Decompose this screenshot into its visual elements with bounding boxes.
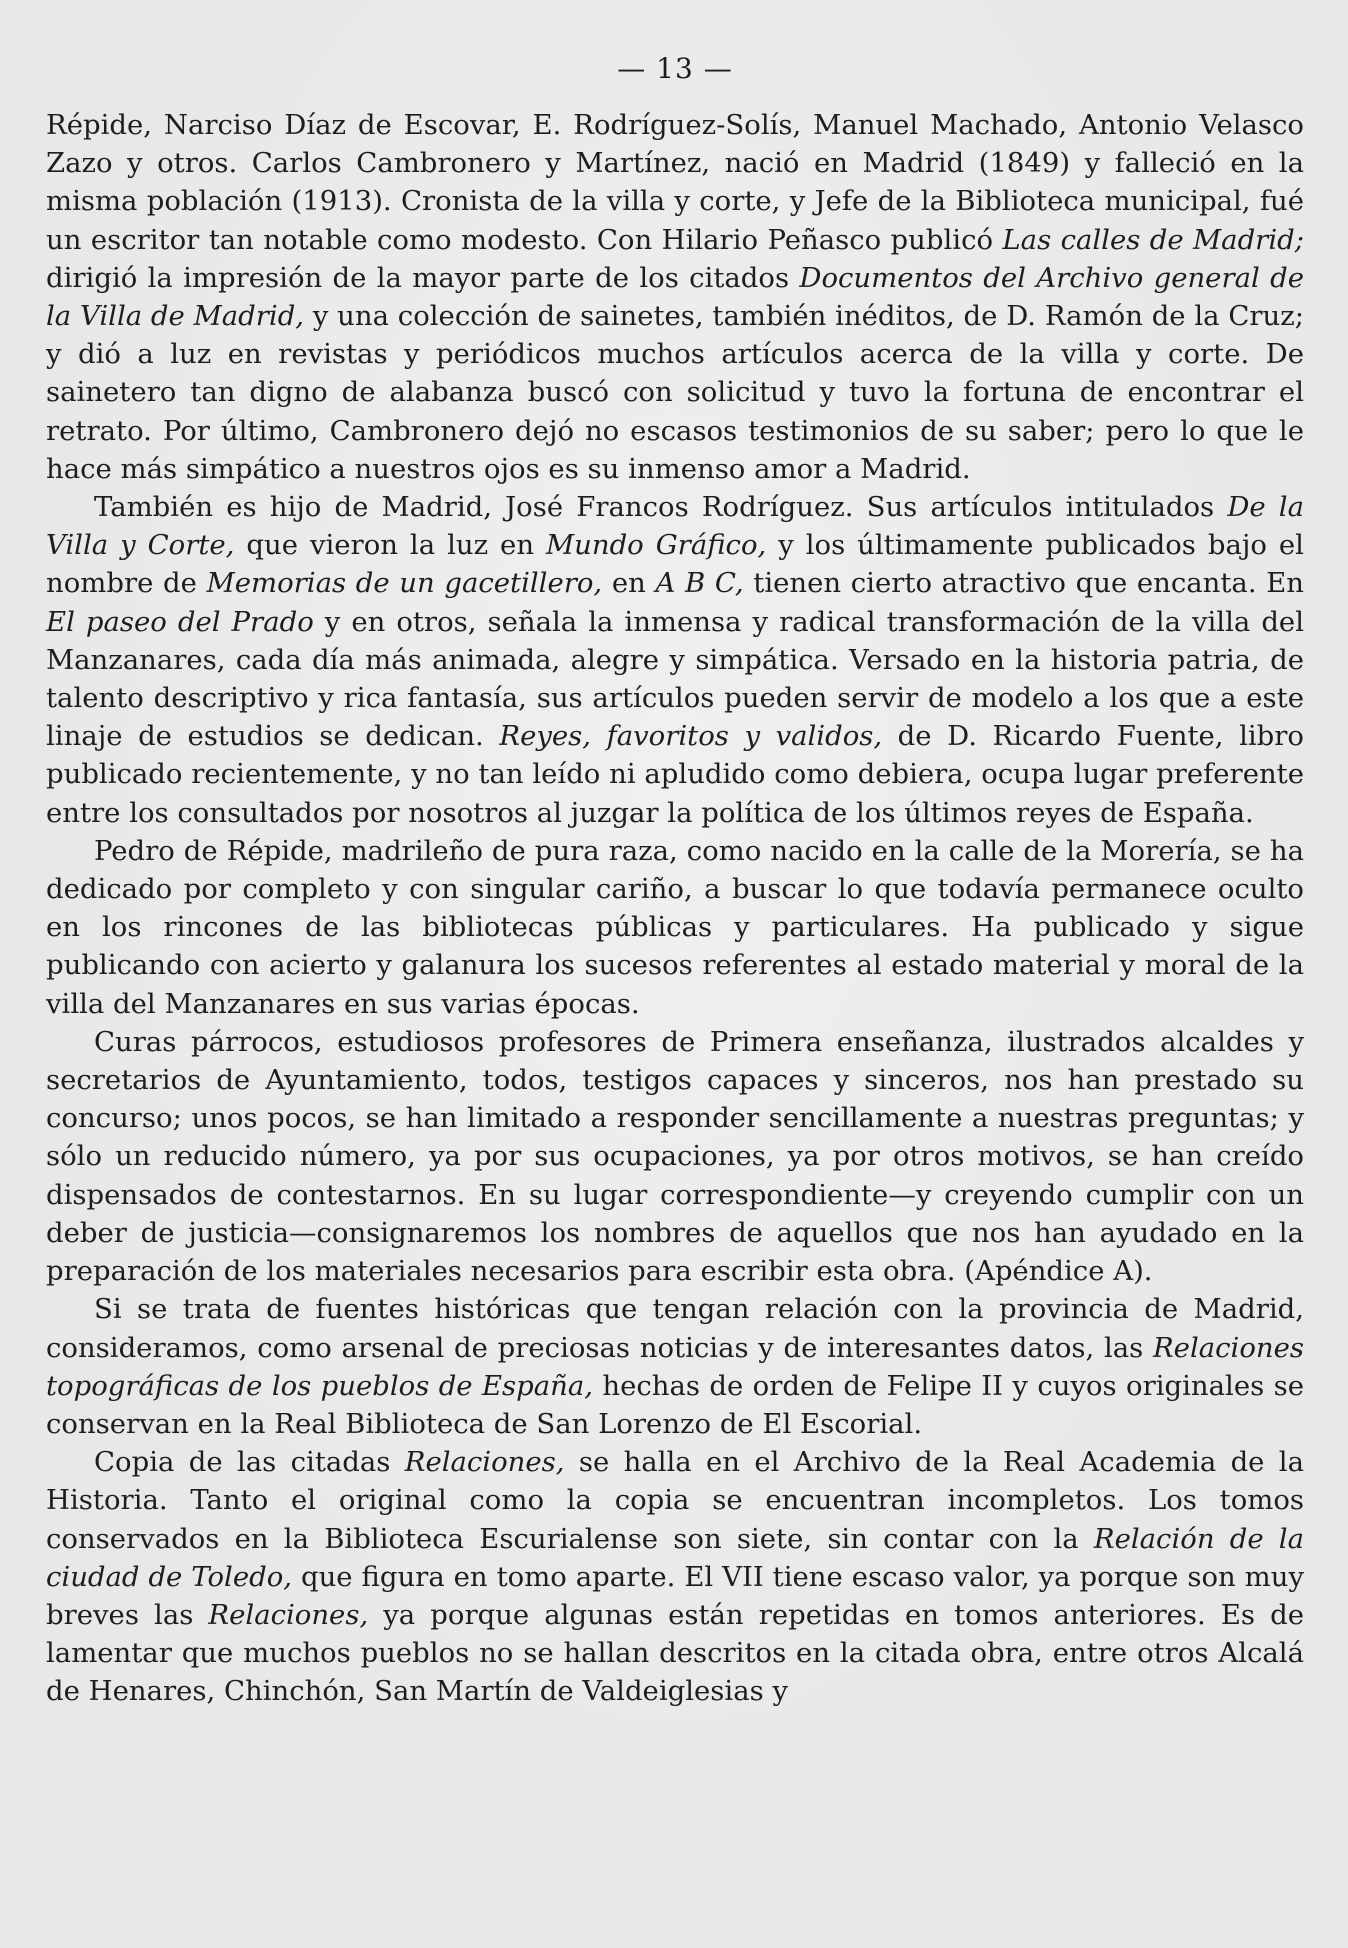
paragraph-2 <box>46 488 1304 832</box>
italic-title: De la Villa y Corte, <box>46 491 1304 562</box>
italic-title: Relaciones, <box>208 1598 369 1631</box>
text-run: tienen cierto atractivo que encanta. En <box>743 567 1305 600</box>
italic-title: A B C, <box>655 567 744 600</box>
italic-title: El paseo del Prado <box>46 605 314 638</box>
text-run: hechas de orden de Felipe II y cuyos originales se conservan en la Real Biblioteca de San Lorenzo de El Escorial. <box>46 1369 1304 1440</box>
paragraph-3 <box>46 832 1304 1023</box>
italic-title: Relaciones, <box>404 1446 565 1479</box>
text-run: de D. Ricardo Fuente, libro publicado recientemente, y no tan leído ni apludido como debiera, ocupa lugar preferente entre los consultados por nosotros al juzgar la política de los últimos reyes de España. <box>46 720 1304 829</box>
italic-title: Mundo Gráfico, <box>546 529 767 562</box>
text-run: y los últimamente publicados bajo el nombre de <box>46 529 1304 600</box>
text-run: Répide, Narciso Díaz de Escovar, E. Rodríguez-Solís, Manuel Machado, Antonio Velasco Zazo y otros. Carlos Cambronero y Martínez, nació en Madrid (1849) y falleció en la misma población (1913). Cronista de la villa y corte, y Jefe de la Biblioteca municipal, fué un escritor tan notable como modesto. Con Hilario Peñasco publicó <box>46 109 1304 256</box>
italic-title: Relaciones topográficas de los pueblos de España, <box>46 1331 1304 1402</box>
italic-title: Las calles de Madrid; <box>1002 223 1304 256</box>
italic-title: Memorias de un gacetillero, <box>206 567 603 600</box>
text-run: dirigió la impresión de la mayor parte de los citados <box>46 261 800 294</box>
paragraph-5 <box>46 1290 1304 1443</box>
text-run: Curas párrocos, estudiosos profesores de Primera enseñanza, ilustrados alcaldes y secretarios de Ayuntamiento, todos, testigos capaces y sinceros, nos han prestado su concurso; unos pocos, se han limitado a responder sencillamente a nuestras preguntas; y sólo un reducido número, ya por sus ocupaciones, ya por otros motivos, se han creído dispensados de contestarnos. En su lugar correspondiente—y creyendo cumplir con un deber de justicia—consignaremos los nombres de aquellos que nos han ayudado en la preparación de los materiales necesarios para escribir esta obra. (Apéndice A). <box>46 1025 1304 1288</box>
text-run: se halla en el Archivo de la Real Academia de la Historia. Tanto el original como la copia se encuentran incompletos. Los tomos conservados en la Biblioteca Escurialense son siete, sin contar con la <box>46 1446 1304 1555</box>
paragraph-1 <box>46 106 1304 488</box>
text-run: Copia de las citadas <box>94 1446 405 1479</box>
body-text <box>46 106 1304 1711</box>
text-run: que vieron la luz en <box>234 529 546 562</box>
text-run: que figura en tomo aparte. El VII tiene escaso valor, ya porque son muy breves las <box>46 1560 1304 1631</box>
text-run: en <box>602 567 656 600</box>
paragraph-4 <box>46 1023 1304 1290</box>
italic-title: Relación de la ciudad de Toledo, <box>46 1522 1305 1593</box>
italic-title: Reyes, favoritos y validos, <box>499 720 883 753</box>
text-run: y en otros, señala la inmensa y radical transformación de la villa del Manzanares, cada día más animada, alegre y simpática. Versado en la historia patria, de talento descriptivo y rica fantasía, sus artículos pueden servir de modelo a los que a este linaje de estudios se dedican. <box>46 605 1304 753</box>
text-run: Pedro de Répide, madrileño de pura raza, como nacido en la calle de la Morería, se ha dedicado por completo y con singular cariño, a buscar lo que todavía permanece oculto en los rincones de las bibliotecas públicas y particulares. Ha publicado y sigue publicando con acierto y galanura los sucesos referentes al estado material y moral de la villa del Manzanares en sus varias épocas. <box>46 834 1304 1020</box>
paragraph-6 <box>46 1443 1304 1710</box>
italic-title: Documentos del Archivo general de la Villa de Madrid, <box>46 261 1304 333</box>
text-run: Si se trata de fuentes históricas que tengan relación con la provincia de Madrid, consideramos, como arsenal de preciosas noticias y de interesantes datos, las <box>46 1293 1304 1364</box>
text-run: y una colección de sainetes, también inéditos, de D. Ramón de la Cruz; y dió a luz en revistas y periódicos muchos artículos acerca de la villa y corte. De sainetero tan digno de alabanza buscó con solicitud y tuvo la fortuna de encontrar el retrato. Por último, Cambronero dejó no escasos testimonios de su saber; pero lo que le hace más simpático a nuestros ojos es su inmenso amor a Madrid. <box>46 300 1305 485</box>
page-number: — 13 — <box>617 52 733 85</box>
text-run: ya porque algunas están repetidas en tomos anteriores. Es de lamentar que muchos pueblos no se hallan descritos en la citada obra, entre otros Alcalá de Henares, Chinchón, San Martín de Valdeiglesias y <box>46 1598 1304 1708</box>
text-run: También es hijo de Madrid, José Francos Rodríguez. Sus artículos intitulados <box>94 491 1228 524</box>
